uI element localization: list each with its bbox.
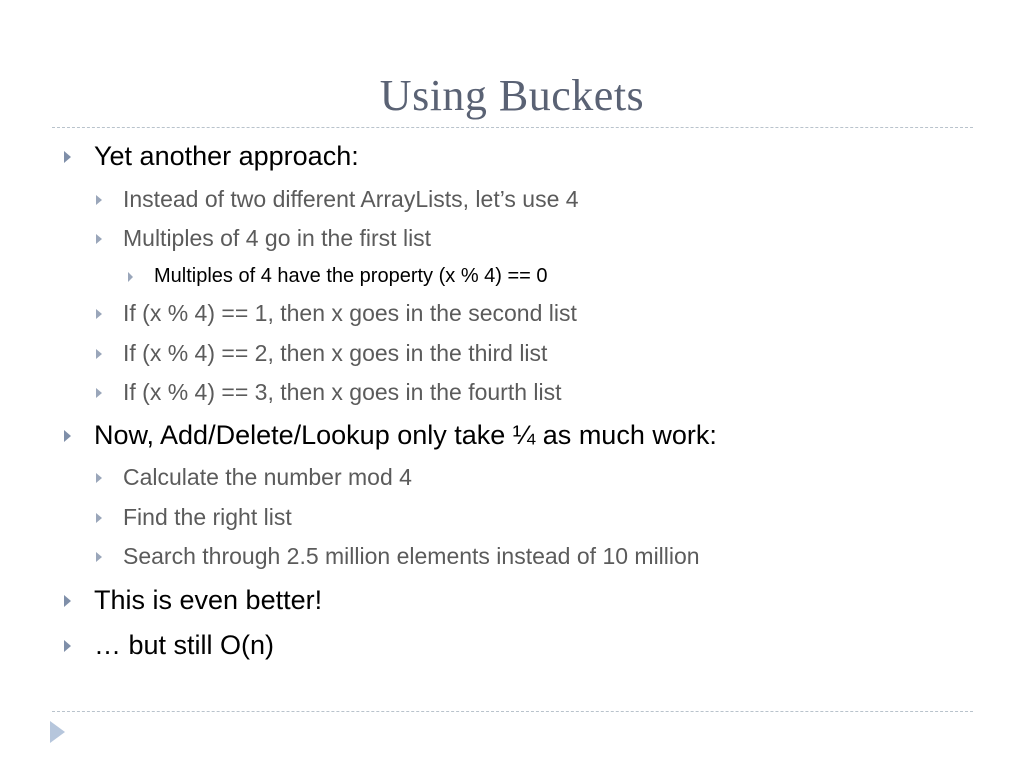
sub-bullet-text: If (x % 4) == 2, then x goes in the third list (123, 340, 548, 366)
sub-bullet-item (96, 379, 562, 406)
sub-bullet-item (96, 186, 579, 213)
triangle-bullet-icon (96, 513, 102, 523)
sub-bullet-item (96, 464, 412, 491)
sub-bullet-text: Instead of two different ArrayLists, let’s use 4 (123, 186, 579, 212)
triangle-bullet-icon (96, 234, 102, 244)
bullet-item (64, 141, 359, 172)
bullet-text: … but still O(n) (94, 630, 275, 660)
bullet-text: This is even better! (94, 585, 323, 615)
sub-bullet-item (96, 225, 431, 252)
sub-bullet-item (96, 300, 577, 327)
bullet-item (64, 585, 322, 616)
next-slide-arrow-icon[interactable] (50, 721, 65, 743)
triangle-bullet-icon (96, 473, 102, 483)
sub-bullet-item (96, 504, 292, 531)
sub-sub-bullet-item (128, 265, 548, 288)
triangle-bullet-icon (64, 595, 71, 607)
triangle-bullet-icon (64, 151, 71, 163)
triangle-bullet-icon (128, 272, 133, 282)
triangle-bullet-icon (96, 309, 102, 319)
bullet-text: Now, Add/Delete/Lookup only take ¼ as much work: (94, 420, 717, 450)
triangle-bullet-icon (96, 195, 102, 205)
footer-divider (52, 711, 973, 712)
triangle-bullet-icon (96, 388, 102, 398)
sub-bullet-text: If (x % 4) == 3, then x goes in the fourth list (123, 379, 562, 405)
bullet-item (64, 420, 717, 451)
triangle-bullet-icon (96, 349, 102, 359)
slide-title: Using Buckets (379, 71, 645, 120)
sub-bullet-text: Search through 2.5 million elements instead of 10 million (123, 543, 700, 569)
sub-bullet-item (96, 340, 547, 367)
sub-bullet-text: If (x % 4) == 1, then x goes in the second list (123, 300, 577, 326)
triangle-bullet-icon (96, 552, 102, 562)
triangle-bullet-icon (64, 640, 71, 652)
sub-bullet-item (96, 543, 700, 570)
sub-sub-bullet-text: Multiples of 4 have the property (x % 4) == 0 (154, 265, 548, 287)
bullet-text: Yet another approach: (94, 141, 359, 171)
sub-bullet-text: Calculate the number mod 4 (123, 464, 412, 490)
triangle-bullet-icon (64, 430, 71, 442)
sub-bullet-text: Multiples of 4 go in the first list (123, 225, 432, 251)
sub-bullet-text: Find the right list (123, 504, 292, 530)
bullet-item (64, 630, 274, 661)
